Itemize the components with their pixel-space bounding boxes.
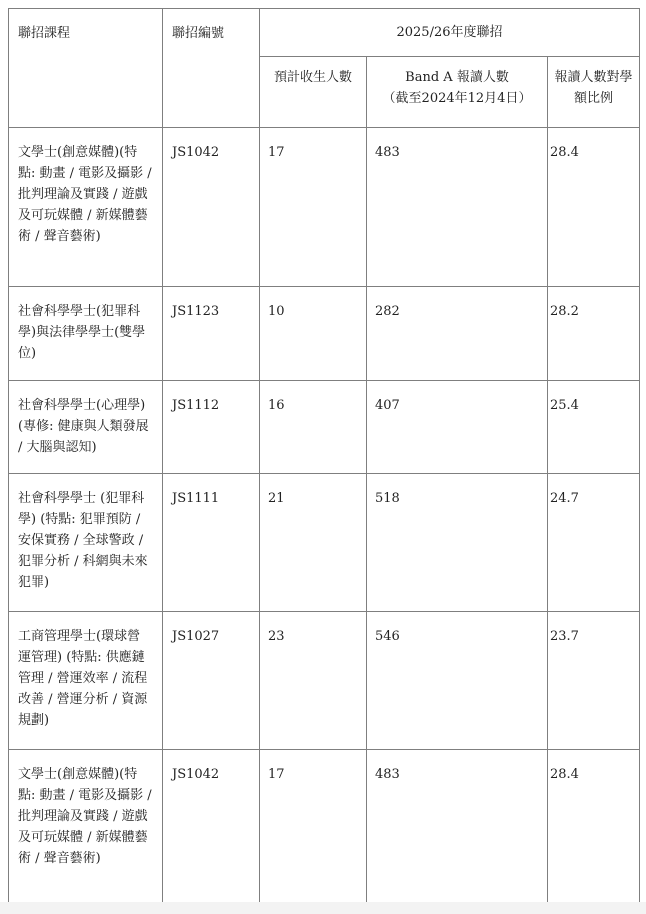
header-planned-intake: 預計收生人數 [260,57,367,128]
admissions-table [8,8,640,903]
code-cell: JS1123 [163,287,260,381]
band-a-cell: 483 [367,128,548,287]
band-a-cell: 546 [367,612,548,750]
intake-cell: 17 [260,750,367,903]
intake-cell: 21 [260,474,367,612]
table-row [9,287,640,381]
intake-cell: 16 [260,381,367,474]
ratio-cell: 23.7 [548,612,640,750]
intake-cell: 10 [260,287,367,381]
course-cell: 社會科學學士(心理學) (專修: 健康與人類發展 / 大腦與認知) [9,381,163,474]
course-cell: 社會科學學士 (犯罪科學) (特點: 犯罪預防 / 安保實務 / 全球警政 / 犯罪分析 / 科網與未來犯罪) [9,474,163,612]
course-cell: 社會科學學士(犯罪科學)與法律學學士(雙學位) [9,287,163,381]
code-cell: JS1111 [163,474,260,612]
header-code: 聯招編號 [163,9,260,128]
header-year: 2025/26年度聯招 [260,9,640,57]
header-course: 聯招課程 [9,9,163,128]
ratio-cell: 25.4 [548,381,640,474]
course-cell: 文學士(創意媒體)(特點: 動畫 / 電影及攝影 / 批判理論及實踐 / 遊戲及可玩媒體 / 新媒體藝術 / 聲音藝術) [9,128,163,287]
header-band-a: Band A 報讀人數 （截至2024年12月4日） [367,57,548,128]
band-a-cell: 483 [367,750,548,903]
code-cell: JS1042 [163,750,260,903]
intake-cell: 17 [260,128,367,287]
table-row [9,128,640,287]
band-a-cell: 282 [367,287,548,381]
code-cell: JS1027 [163,612,260,750]
ratio-cell: 28.4 [548,128,640,287]
code-cell: JS1112 [163,381,260,474]
band-a-cell: 518 [367,474,548,612]
course-cell: 文學士(創意媒體)(特點: 動畫 / 電影及攝影 / 批判理論及實踐 / 遊戲及可玩媒體 / 新媒體藝術 / 聲音藝術) [9,750,163,903]
table-row [9,612,640,750]
code-cell: JS1042 [163,128,260,287]
course-cell: 工商管理學士(環球營運管理) (特點: 供應鏈管理 / 營運效率 / 流程改善 / 營運分析 / 資源規劃) [9,612,163,750]
table-row [9,381,640,474]
band-a-cell: 407 [367,381,548,474]
intake-cell: 23 [260,612,367,750]
ratio-cell: 24.7 [548,474,640,612]
ratio-cell: 28.4 [548,750,640,903]
header-row-1 [9,9,640,57]
bottom-strip [0,902,646,914]
ratio-cell: 28.2 [548,287,640,381]
table-row [9,474,640,612]
header-ratio: 報讀人數對學額比例 [548,57,640,128]
table-row [9,750,640,903]
